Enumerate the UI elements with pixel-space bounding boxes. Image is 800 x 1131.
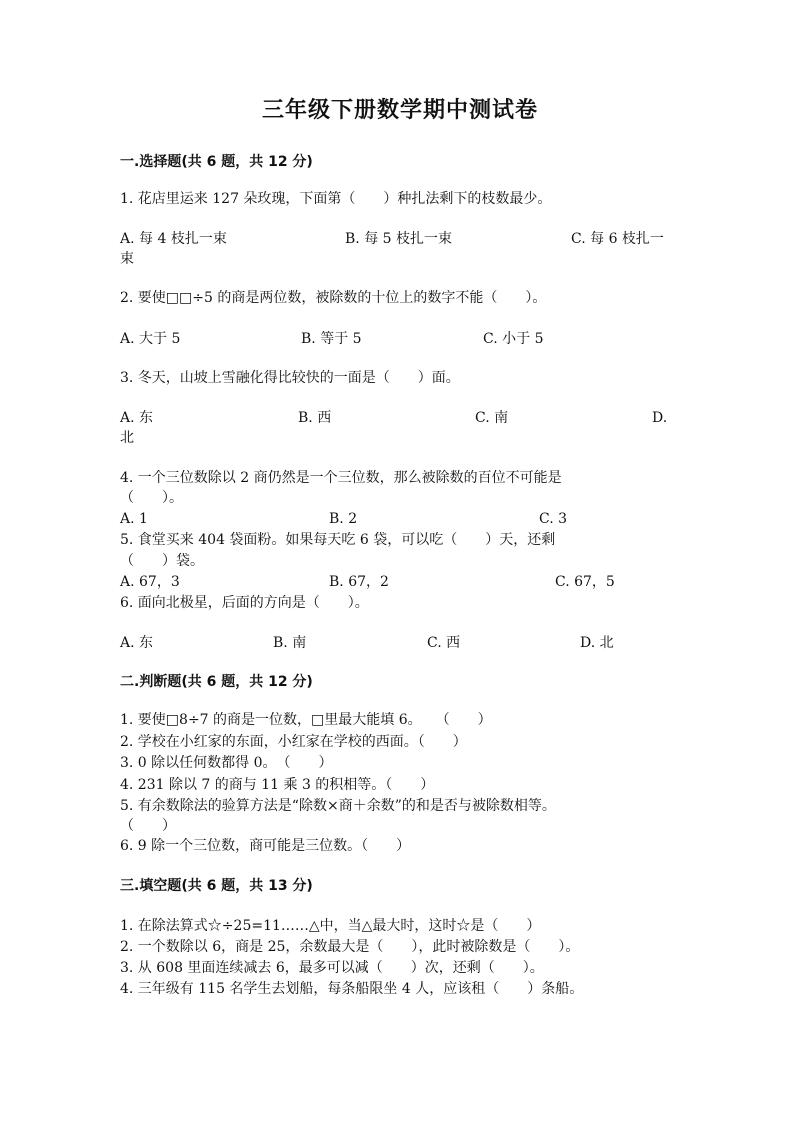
section-heading-fill-in: 三.填空题(共 6 题，共 13 分) — [120, 878, 313, 894]
question-4-stem: 4. 一个三位数除以 2 商仍然是一个三位数，那么被除数的百位不可能是 — [120, 470, 562, 486]
question-3-option-d: D. — [652, 410, 668, 426]
question-4-stem-wrap: （ ）。 — [120, 490, 183, 506]
fill-in-item-4: 4. 三年级有 115 名学生去划船，每条船限坐 4 人，应该租（ ）条船。 — [120, 981, 584, 997]
judgement-item-6: 6. 9 除一个三位数，商可能是三位数。（ ） — [120, 838, 411, 854]
question-6-option-c: C. 西 — [427, 635, 461, 651]
question-2-option-c: C. 小于 5 — [483, 331, 544, 347]
question-5-stem: 5. 食堂买来 404 袋面粉。如果每天吃 6 袋，可以吃（ ）天，还剩 — [120, 532, 556, 548]
judgement-item-5: 5. 有余数除法的验算方法是“除数×商＋余数”的和是否与被除数相等。 — [120, 798, 556, 814]
fill-in-item-1: 1. 在除法算式☆÷25=11……△中，当△最大时，这时☆是（ ） — [120, 918, 541, 934]
question-6-stem: 6. 面向北极星，后面的方向是（ ）。 — [120, 595, 369, 611]
question-6-option-a: A. 东 — [120, 635, 154, 651]
judgement-item-3: 3. 0 除以任何数都得 0。 （ ） — [120, 755, 333, 771]
question-3-option-c: C. 南 — [475, 410, 509, 426]
question-4-option-c: C. 3 — [539, 511, 568, 527]
question-1-stem: 1. 花店里运来 127 朵玫瑰，下面第（ ）种扎法剩下的枝数最少。 — [120, 191, 552, 207]
page-title: 三年级下册数学期中测试卷 — [261, 97, 538, 123]
question-2-option-a: A. 大于 5 — [120, 331, 181, 347]
question-4-option-a: A. 1 — [120, 511, 148, 527]
question-2-option-b: B. 等于 5 — [301, 331, 362, 347]
question-3-stem: 3. 冬天，山坡上雪融化得比较快的一面是（ ）面。 — [120, 370, 460, 386]
question-1-option-b: B. 每 5 枝扎一束 — [345, 231, 452, 247]
question-6-option-b: B. 南 — [273, 635, 307, 651]
section-heading-judgement: 二.判断题(共 6 题，共 12 分) — [120, 674, 313, 690]
question-4-option-b: B. 2 — [329, 511, 358, 527]
question-2-stem: 2. 要使□□÷5 的商是两位数，被除数的十位上的数字不能（ ）。 — [120, 290, 547, 306]
question-5-option-a: A. 67，3 — [120, 574, 180, 590]
question-5-option-c: C. 67，5 — [555, 574, 615, 590]
question-1-option-c: C. 每 6 枝扎一 — [571, 231, 664, 247]
judgement-item-4: 4. 231 除以 7 的商与 11 乘 3 的积相等。（ ） — [120, 777, 435, 793]
question-1-option-c-wrap: 束 — [120, 251, 134, 267]
question-3-option-a: A. 东 — [120, 410, 154, 426]
judgement-item-2: 2. 学校在小红家的东面，小红家在学校的西面。（ ） — [120, 734, 467, 750]
judgement-item-5-wrap: （ ） — [120, 818, 176, 834]
judgement-item-1: 1. 要使□8÷7 的商是一位数，□里最大能填 6。 （ ） — [120, 712, 492, 728]
question-5-option-b: B. 67，2 — [329, 574, 389, 590]
fill-in-item-2: 2. 一个数除以 6，商是 25，余数最大是（ ），此时被除数是（ ）。 — [120, 939, 580, 955]
fill-in-item-3: 3. 从 608 里面连续减去 6，最多可以减（ ）次，还剩（ ）。 — [120, 960, 544, 976]
question-5-stem-wrap: （ ）袋。 — [120, 553, 204, 569]
question-3-option-d-wrap: 北 — [120, 430, 134, 446]
question-1-option-a: A. 每 4 枝扎一束 — [120, 231, 227, 247]
question-3-option-b: B. 西 — [298, 410, 332, 426]
section-heading-choice: 一.选择题(共 6 题，共 12 分) — [120, 154, 313, 170]
question-6-option-d: D. 北 — [580, 635, 614, 651]
